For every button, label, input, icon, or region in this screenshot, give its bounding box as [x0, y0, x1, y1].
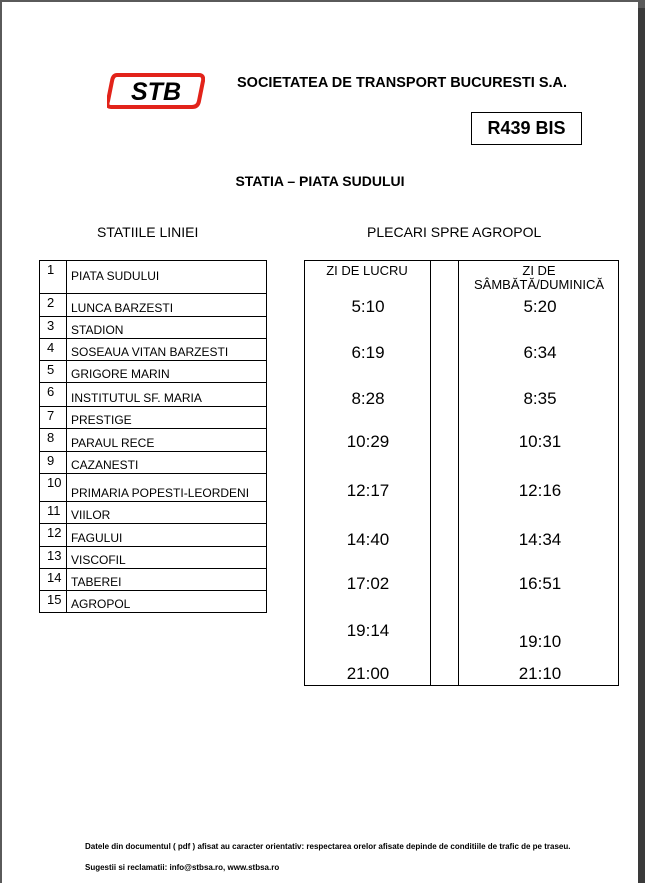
weekend-time: 8:35 [523, 389, 557, 408]
weekend-time: 19:10 [518, 632, 562, 651]
stop-name: AGROPOL [67, 591, 267, 613]
weekday-time: 17:02 [346, 574, 390, 593]
schedule-grid [304, 260, 619, 686]
weekend-time: 16:51 [518, 574, 562, 593]
stop-number: 9 [40, 452, 67, 474]
stop-name: PRESTIGE [67, 407, 267, 429]
stop-row [40, 452, 267, 474]
weekday-time: 6:19 [351, 343, 385, 362]
route-number: R439 BIS [471, 112, 582, 145]
weekend-time: 21:10 [518, 664, 562, 683]
stop-number: 15 [40, 591, 67, 613]
stop-name: PARAUL RECE [67, 429, 267, 452]
stop-name: PIATA SUDULUI [67, 261, 267, 294]
stop-name: GRIGORE MARIN [67, 361, 267, 383]
weekend-time: 12:16 [518, 481, 562, 500]
logo-text: STB [131, 78, 181, 106]
stop-number: 14 [40, 569, 67, 591]
stop-name: SOSEAUA VITAN BARZESTI [67, 339, 267, 361]
weekday-time: 5:10 [351, 297, 385, 316]
column-divider [430, 261, 431, 685]
stop-row [40, 474, 267, 502]
stop-name: TABEREI [67, 569, 267, 591]
weekday-header: ZI DE LUCRU [326, 263, 408, 278]
stop-row [40, 383, 267, 407]
stop-number: 6 [40, 383, 67, 407]
contact-text: Sugestii si reclamatii: info@stbsa.ro, www.stbsa.ro [85, 863, 280, 872]
company-name: SOCIETATEA DE TRANSPORT BUCURESTI S.A. [237, 75, 568, 91]
departures-heading: PLECARI SPRE AGROPOL [367, 224, 542, 240]
disclaimer-text: Datele din documentul ( pdf ) afisat au caracter orientativ: respectarea orelor afisate depinde de conditiile de trafic de pe traseu. [85, 842, 571, 851]
stations-heading: STATIILE LINIEI [97, 224, 199, 240]
stop-row [40, 294, 267, 317]
weekend-time: 10:31 [518, 432, 562, 451]
stop-name: CAZANESTI [67, 452, 267, 474]
stop-name: PRIMARIA POPESTI-LEORDENI [67, 474, 267, 502]
stop-row [40, 569, 267, 591]
weekend-time: 6:34 [523, 343, 557, 362]
stop-number: 8 [40, 429, 67, 452]
weekday-time: 21:00 [346, 664, 390, 683]
stop-row [40, 317, 267, 339]
stop-name: LUNCA BARZESTI [67, 294, 267, 317]
document-page [2, 2, 638, 883]
stop-row [40, 591, 267, 613]
weekend-time: 14:34 [518, 530, 562, 549]
stop-row [40, 502, 267, 524]
stop-name: FAGULUI [67, 524, 267, 547]
weekday-time: 12:17 [346, 481, 390, 500]
stop-row [40, 429, 267, 452]
stb-logo [107, 72, 205, 110]
stop-name: STADION [67, 317, 267, 339]
weekend-header: ZI DE SÂMBĂTĂ/DUMINICĂ [473, 263, 604, 292]
stop-number: 11 [40, 502, 67, 524]
stops-table [39, 260, 267, 613]
stop-name: VIILOR [67, 502, 267, 524]
stop-row [40, 407, 267, 429]
weekday-time: 10:29 [346, 432, 390, 451]
stop-number: 3 [40, 317, 67, 339]
stop-row [40, 547, 267, 569]
column-divider [458, 261, 459, 685]
stop-name: VISCOFIL [67, 547, 267, 569]
stop-number: 5 [40, 361, 67, 383]
stop-row [40, 361, 267, 383]
stop-number: 12 [40, 524, 67, 547]
weekday-time: 19:14 [346, 621, 390, 640]
stop-number: 13 [40, 547, 67, 569]
stop-number: 1 [40, 261, 67, 294]
weekend-time: 5:20 [523, 297, 557, 316]
stop-number: 7 [40, 407, 67, 429]
stop-number: 4 [40, 339, 67, 361]
weekday-time: 14:40 [346, 530, 390, 549]
stop-number: 10 [40, 474, 67, 502]
stop-number: 2 [40, 294, 67, 317]
stop-row [40, 524, 267, 547]
station-title: STATIA – PIATA SUDULUI [235, 173, 405, 189]
stop-row [40, 261, 267, 294]
stop-row [40, 339, 267, 361]
stop-name: INSTITUTUL SF. MARIA [67, 383, 267, 407]
weekday-time: 8:28 [351, 389, 385, 408]
page-shadow [638, 8, 645, 883]
